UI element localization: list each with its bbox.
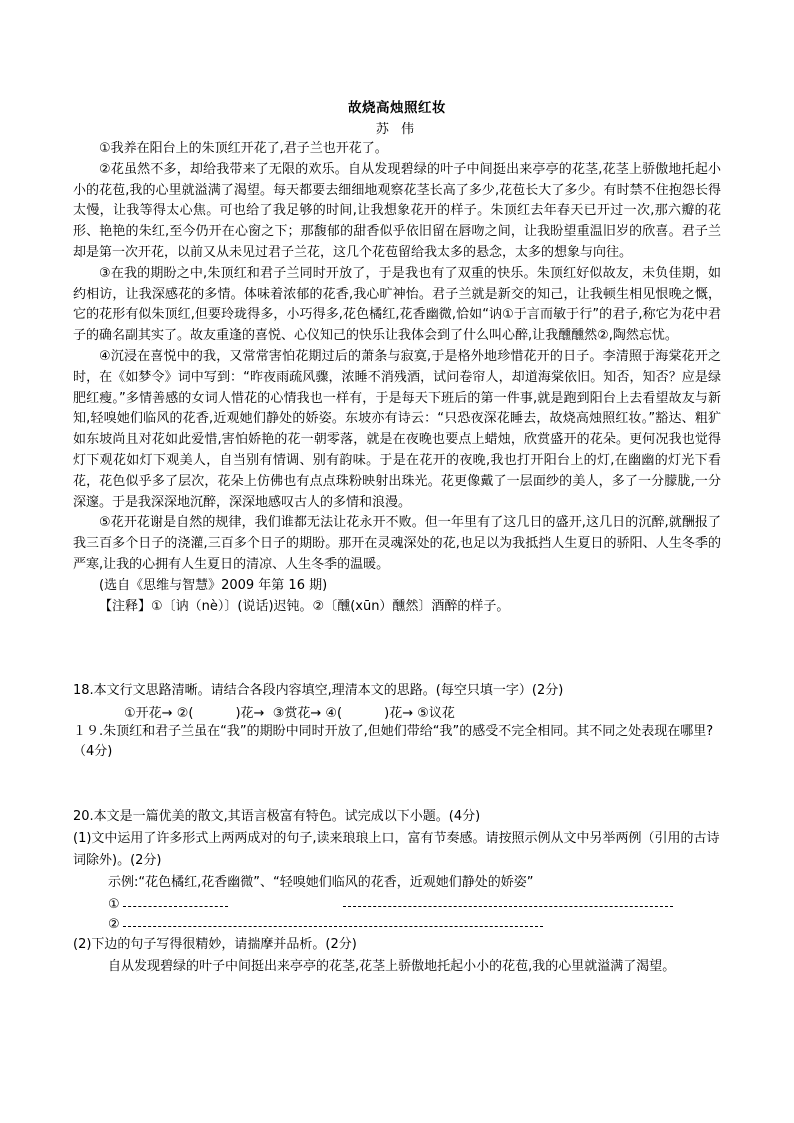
paragraph-2: ②花虽然不多，却给我带来了无限的欢乐。自从发现碧绿的叶子中间挺出来亭亭的花茎,花茎上骄傲地托起小小的花苞,我的心里就溢满了渴望。每天都要去细细地观察花茎长高了多少,花苞长大了多少。有时禁不住抱怨长得太慢，让我等得太心焦。可也给了我足够的时间,让我想象花开的样子。朱顶红去年春天已开过一次,那六瓣的花形、艳艳的朱红,至今仍开在心窗之下；那馥郁的甜香似乎依旧留在唇吻之间，让我盼望重温旧岁的欣喜。君子兰却是第一次开花，以前又从未见过君子兰花，这几个花苞留给我太多的悬念，太多的想象与向往。 (73, 161, 721, 260)
question-18-flow (124, 702, 455, 721)
arrow-icon: → (161, 706, 173, 721)
annotation-note: 【注释】①〔讷（nè）〕(说话)迟钝。②〔醺(xūn）醺然〕酒醉的样子。 (99, 598, 510, 614)
flow-step-2-close: )花 (235, 706, 254, 721)
answer-line-1[interactable] (73, 894, 723, 914)
arrow-icon: → (402, 706, 414, 721)
question-20-sub1: (1)文中运用了许多形式上两两成对的句子,读来琅琅上口，富有节奏感。请按照示例从文中另举两例（引用的古诗词除外)。(2分) (73, 831, 720, 868)
question-19: １９.朱顶红和君子兰虽在“我”的期盼中同时开放了,但她们带给“我”的感受不完全相同。其不同之处表现在哪里?（4分) (73, 724, 714, 759)
paragraph-4: ④沉浸在喜悦中的我，又常常害怕花期过后的萧条与寂寞,于是格外地珍惜花开的日子。李清照于海棠花开之时，在《如梦令》词中写到：“昨夜雨疏风骤，浓睡不消残酒，试问卷帘人，却道海棠依旧。知否，知否？应是绿肥红瘦。”多情善感的女词人惜花的心情我也一样有，于是每天下班后的第一件事,就是跑到阳台上去看望故友与新知,轻嗅她们临风的花香,近观她们静处的娇姿。东坡亦有诗云：“只恐夜深花睡去，故烧高烛照红妆。”豁达、粗犷如东坡尚且对花如此爱惜,害怕娇艳的花一朝零落，就是在夜晚也要点上蜡烛，欣赏盛开的花朵。更何况我也觉得灯下观花如灯下观美人，自当别有情调、别有韵味。于是在花开的夜晚,我也打开阳台上的灯,在幽幽的灯光下看花，花色似乎多了层次，花朵上仿佛也有点点珠粉映射出珠光。花更像戴了一层面纱的美人，多了一分朦胧,一分深邃。于是我深深地沉醉，深深地感叹古人的多情和浪漫。 (73, 348, 721, 510)
question-20-sentence: 自从发现碧绿的叶子中间挺出来亭亭的花茎,花茎上骄傲地托起小小的花苞,我的心里就溢满了渴望。 (108, 959, 676, 974)
answer-label-1: ① (108, 897, 120, 912)
flow-step-1: ①开花 (124, 706, 162, 721)
flow-step-3: ③赏花 (272, 706, 311, 721)
question-18: 18.本文行文思路清晰。请结合各段内容填空,理清本文的思路。(每空只填一字）(2分) (73, 683, 564, 698)
source-citation: (选自《思维与智慧》2009 年第 16 期) (99, 577, 328, 593)
essay-title: 故烧高烛照红妆 (348, 100, 446, 116)
paragraph-3: ③在我的期盼之中,朱顶红和君子兰同时开放了，于是我也有了双重的快乐。朱顶红好似故友，未负佳期，如约相访，让我深感花的多情。体味着浓郁的花香,我心旷神怡。君子兰就是新交的知己，让我顿生相见恨晚之慨，它的花形有似朱顶红,但要玲珑得多，小巧得多,花色橘红,花香幽微,恰如“讷①于言而敏于行”的君子,称它为花中君子的确名副其实了。故友重逢的喜悦、心仪知己的快乐让我体会到了什么叫心醉,让我醺醺然②,陶然忘忧。 (73, 265, 721, 344)
flow-step-4-open: ④( (325, 706, 343, 721)
essay-author: 苏 伟 (375, 122, 419, 137)
paragraph-5: ⑤花开花谢是自然的规律，我们谁都无法让花永开不败。但一年里有了这几日的盛开,这几日的沉醉,就酬报了我三百多个日子的浇灌,三百多个日子的期盼。那开在灵魂深处的花,也足以为我抵挡人生夏日的骄阳、人生冬季的严寒,让我的心拥有人生夏日的清凉、人生冬季的温暖。 (73, 515, 721, 572)
question-20 (73, 806, 723, 978)
arrow-icon: → (310, 706, 322, 721)
answer-label-2: ② (108, 917, 120, 932)
answer-line-2[interactable] (73, 914, 723, 934)
flow-step-5: ⑤议花 (417, 706, 455, 721)
arrow-icon: → (253, 706, 265, 721)
flow-step-2-open: ②( (176, 706, 194, 721)
question-20-example: 示例:“花色橘红,花香幽微”、“轻嗅她们临风的花香，近观她们静处的娇姿” (108, 875, 534, 890)
question-20-sub2: (2)下边的句子写得很精妙，请揣摩并品析。(2分) (73, 937, 357, 952)
paragraph-1: ①我养在阳台上的朱顶红开花了,君子兰也开花了。 (99, 141, 388, 156)
question-20-prompt: 20.本文是一篇优美的散文,其语言极富有特色。试完成以下小题。(4分) (73, 809, 481, 824)
essay-body (73, 139, 721, 617)
flow-step-4-close: )花 (384, 706, 403, 721)
